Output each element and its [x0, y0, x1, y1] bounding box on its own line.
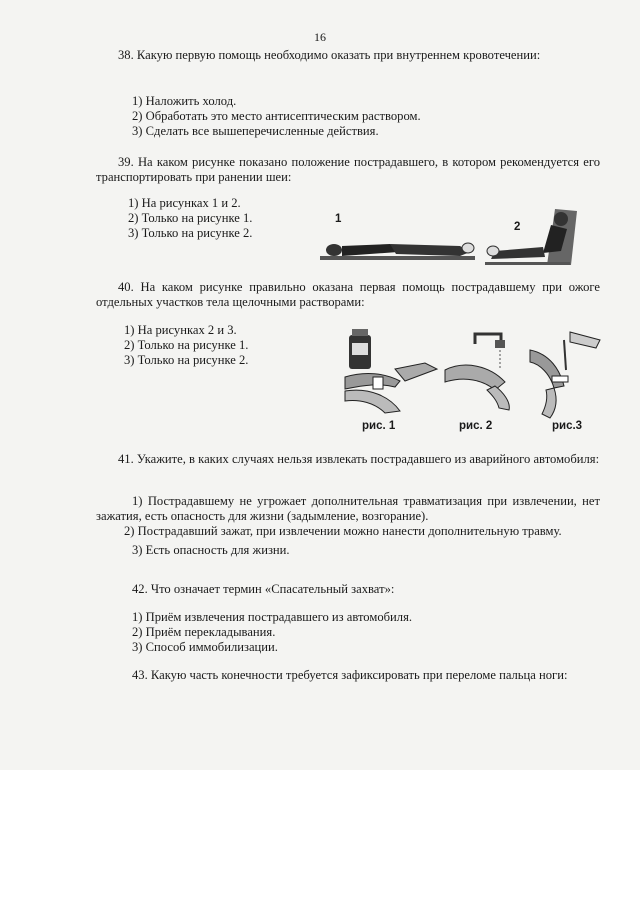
question-40-stem: 40. На каком рисунке правильно оказана первая помощь пострадавшему при ожоге отдельных участков тела щелочными растворами: [96, 280, 600, 309]
question-38-option-3: 3) Сделать все вышеперечисленные действия. [132, 123, 379, 138]
lying-flat-position-illustration [320, 226, 480, 266]
question-41-option-1: 1) Пострадавшему не угрожает дополнительная травматизация при извлечении, нет зажатия, есть опасность для жизни (задымление, возгорание). [96, 494, 600, 523]
question-38 [96, 48, 600, 63]
victim-head [554, 212, 568, 226]
question-39-option-2: 2) Только на рисунке 1. [128, 210, 253, 225]
question-42-options [132, 610, 412, 654]
question-39-options [128, 196, 252, 240]
question-43 [96, 668, 600, 683]
question-39-option-1: 1) На рисунках 1 и 2. [128, 196, 241, 210]
question-39-stem: 39. На каком рисунке показано положение пострадавшего, в котором рекомендуется его транспортировать при ранении шеи: [96, 155, 600, 184]
question-42-option-1: 1) Приём извлечения пострадавшего из автомобиля. [132, 610, 413, 624]
question-41-option-2: 2) Пострадавший зажат, при извлечении можно нанести дополнительную травму. [124, 523, 562, 538]
victim-feet [462, 243, 474, 253]
figure-40-label-1: рис. 1 [362, 420, 396, 432]
figure-40-label-3: рис.3 [552, 420, 583, 432]
victim-legs [491, 247, 545, 259]
helper-hand [570, 332, 600, 348]
dropper-icon [564, 340, 566, 370]
question-40-option-3: 3) Только на рисунке 2. [124, 352, 249, 367]
hand [487, 386, 509, 410]
question-43-stem: 43. Какую часть конечности требуется зафиксировать при переломе пальца ноги: [132, 668, 568, 682]
figure-40-1-illustration [345, 327, 440, 417]
question-38-option-1: 1) Наложить холод. [132, 94, 237, 108]
victim-head [326, 244, 342, 256]
question-41-options [96, 494, 600, 558]
victim-feet [487, 246, 499, 256]
question-38-options [132, 94, 421, 138]
question-41 [96, 452, 600, 467]
victim-torso [342, 244, 398, 256]
question-40-option-2: 2) Только на рисунке 1. [124, 337, 249, 352]
page-number: 16 [314, 30, 326, 44]
question-38-stem: 38. Какую первую помощь необходимо оказать при внутреннем кровотечении: [118, 48, 541, 62]
helper-hand [395, 363, 437, 381]
question-40 [96, 280, 600, 310]
figure-40-2-illustration [445, 330, 525, 420]
question-41-option-3: 3) Есть опасность для жизни. [132, 543, 290, 558]
hand [345, 390, 400, 413]
question-40-option-1: 1) На рисунках 2 и 3. [124, 323, 237, 337]
figure-39-label-2: 2 [514, 221, 521, 233]
question-38-option-2: 2) Обработать это место антисептическим раствором. [132, 108, 421, 123]
question-42-stem: 42. Что означает термин «Спасательный захват»: [132, 582, 395, 596]
half-sitting-position-illustration [485, 207, 580, 267]
hand [542, 388, 556, 418]
question-42-option-2: 2) Приём перекладывания. [132, 624, 276, 639]
victim-legs [390, 244, 470, 256]
figure-40-3-illustration [530, 330, 600, 420]
figure-39-label-1: 1 [335, 213, 342, 225]
question-41-stem: 41. Укажите, в каких случаях нельзя извлекать пострадавшего из аварийного автомобиля: [118, 452, 600, 466]
question-42 [96, 582, 600, 597]
question-42-option-3: 3) Способ иммобилизации. [132, 639, 278, 654]
question-40-options [124, 323, 248, 367]
question-39-option-3: 3) Только на рисунке 2. [128, 225, 253, 240]
figure-40-label-2: рис. 2 [459, 420, 493, 432]
question-39 [96, 155, 600, 185]
